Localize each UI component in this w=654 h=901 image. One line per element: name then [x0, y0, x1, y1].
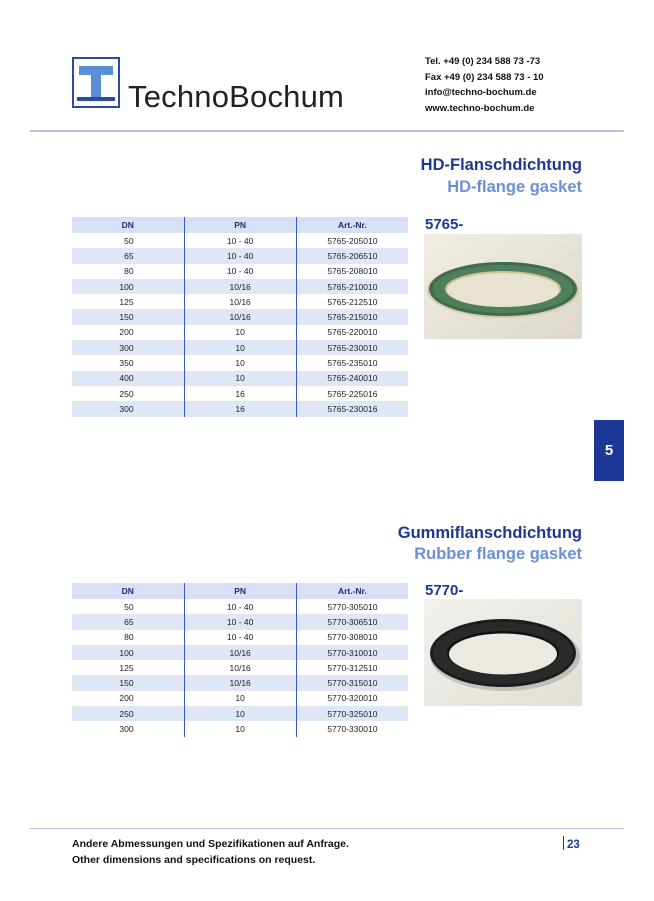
- column-header-pn: PN: [184, 583, 296, 599]
- cell-dn: 50: [124, 601, 134, 612]
- cell-dn: 100: [72, 645, 184, 660]
- cell-dn: 80: [124, 266, 134, 277]
- cell-pn: 10/16: [184, 675, 296, 690]
- cell-pn: 10: [184, 691, 296, 706]
- cell-dn: 50: [124, 235, 134, 246]
- cell-pn: 10: [184, 721, 296, 736]
- footer-note: [72, 836, 349, 868]
- table-row: [72, 706, 408, 721]
- cell-pn: 10/16: [184, 660, 296, 675]
- table-row: [72, 386, 408, 401]
- cell-pn: 10: [184, 340, 296, 355]
- cell-pn: 10: [184, 325, 296, 340]
- product-1-article-prefix: 5765-: [425, 216, 464, 233]
- contact-email[interactable]: info@techno-bochum.de: [425, 87, 537, 98]
- cell-article: 5770-330010: [296, 721, 408, 736]
- column-header-dn: DN: [72, 217, 184, 233]
- cell-pn: 10 - 40: [184, 614, 296, 629]
- cell-article: 5765-235010: [296, 355, 408, 370]
- cell-pn: 10/16: [184, 645, 296, 660]
- table-row: [72, 721, 408, 736]
- column-header-dn: DN: [72, 583, 184, 599]
- cell-article: 5770-310010: [296, 645, 408, 660]
- table-row: [72, 599, 408, 614]
- cell-pn: 16: [184, 401, 296, 416]
- cell-dn: 150: [72, 675, 184, 690]
- table-row: [72, 645, 408, 660]
- product-2-spec-table: [72, 583, 408, 737]
- contact-web[interactable]: www.techno-bochum.de: [425, 102, 535, 114]
- cell-article: 5770-315010: [296, 675, 408, 690]
- contact-tel: Tel. +49 (0) 234 588 73 -73: [425, 56, 541, 67]
- cell-dn: 100: [72, 279, 184, 294]
- cell-article: 5770-320010: [296, 691, 408, 706]
- cell-dn: 300: [72, 340, 184, 355]
- table-row: [72, 233, 408, 248]
- cell-article: 5770-325010: [296, 706, 408, 721]
- column-header-article: Art.-Nr.: [296, 217, 408, 233]
- product-1-title-en: HD-flange gasket: [447, 178, 582, 196]
- cell-pn: 10/16: [184, 294, 296, 309]
- table-row: [72, 325, 408, 340]
- rubber-flange-gasket-photo: [424, 599, 582, 706]
- footer-note-de: Andere Abmessungen und Spezifikationen auf Anfrage.: [72, 838, 349, 850]
- cell-article: 5765-220010: [296, 325, 408, 340]
- product-1-table-body: [72, 233, 408, 417]
- table-row: [72, 355, 408, 370]
- product-2-table-body: [72, 599, 408, 737]
- logo-t-bar: [79, 66, 113, 75]
- cell-dn: 125: [119, 662, 134, 673]
- cell-pn: 10/16: [184, 309, 296, 324]
- cell-pn: 10 - 40: [184, 248, 296, 263]
- cell-article: 5770-306510: [296, 614, 408, 629]
- cell-dn: 200: [119, 693, 134, 704]
- table-row: [72, 675, 408, 690]
- product-2-title-de: Gummiflanschdichtung: [397, 524, 582, 542]
- page-number-value: 23: [567, 839, 580, 851]
- cell-dn: 200: [119, 327, 134, 338]
- section-tab[interactable]: 5: [594, 420, 624, 481]
- cell-dn: 250: [72, 706, 184, 721]
- cell-article: 5765-212510: [296, 294, 408, 309]
- cell-pn: 10 - 40: [184, 599, 296, 614]
- cell-dn: 400: [72, 371, 184, 386]
- logo-t-base: [77, 97, 115, 101]
- cell-article: 5765-215010: [296, 309, 408, 324]
- cell-pn: 10: [184, 706, 296, 721]
- cell-article: 5770-312510: [296, 660, 408, 675]
- cell-dn: 125: [119, 296, 134, 307]
- cell-article: 5770-305010: [296, 599, 408, 614]
- cell-dn: 150: [72, 309, 184, 324]
- cell-pn: 10 - 40: [184, 233, 296, 248]
- cell-article: 5765-208010: [296, 264, 408, 279]
- cell-dn: 300: [72, 401, 184, 416]
- cell-pn: 10: [184, 371, 296, 386]
- cell-pn: 10: [184, 355, 296, 370]
- table-row: [72, 660, 408, 675]
- cell-dn: 300: [119, 724, 134, 735]
- product-2-article-prefix: 5770-: [425, 582, 464, 599]
- product-2-title-en: Rubber flange gasket: [414, 545, 582, 563]
- cell-article: 5770-308010: [296, 630, 408, 645]
- header-divider: [30, 130, 624, 132]
- table-row: [72, 340, 408, 355]
- cell-article: 5765-210010: [296, 279, 408, 294]
- cell-dn: 65: [72, 248, 184, 263]
- footer-divider: [30, 828, 624, 829]
- cell-dn: 250: [119, 388, 134, 399]
- table-header-row: [72, 217, 408, 233]
- cell-pn: 16: [184, 386, 296, 401]
- cell-pn: 10 - 40: [184, 264, 296, 279]
- hd-flange-gasket-photo: [424, 234, 582, 339]
- table-row: [72, 630, 408, 645]
- logo-t-stem: [91, 75, 101, 97]
- table-row: [72, 264, 408, 279]
- table-header-row: [72, 583, 408, 599]
- contact-fax: Fax +49 (0) 234 588 73 - 10: [425, 71, 544, 83]
- cell-article: 5765-206510: [296, 248, 408, 263]
- company-logo: [72, 57, 120, 108]
- cell-dn: 350: [119, 358, 134, 369]
- cell-dn: 65: [72, 614, 184, 629]
- product-1-spec-table: [72, 217, 408, 417]
- contact-block: [425, 54, 544, 116]
- cell-pn: 10/16: [184, 279, 296, 294]
- cell-pn: 10 - 40: [184, 630, 296, 645]
- cell-article: 5765-240010: [296, 371, 408, 386]
- page-number-bar: [563, 836, 564, 850]
- product-1-title-de: HD-Flanschdichtung: [420, 156, 582, 174]
- table-row: [72, 691, 408, 706]
- table-row: [72, 614, 408, 629]
- cell-article: 5765-230016: [296, 401, 408, 416]
- table-row: [72, 279, 408, 294]
- cell-article: 5765-205010: [296, 233, 408, 248]
- column-header-article: Art.-Nr.: [296, 583, 408, 599]
- table-row: [72, 371, 408, 386]
- page-number: [563, 836, 580, 851]
- table-row: [72, 309, 408, 324]
- cell-article: 5765-230010: [296, 340, 408, 355]
- table-row: [72, 401, 408, 416]
- table-row: [72, 294, 408, 309]
- table-row: [72, 248, 408, 263]
- column-header-pn: PN: [184, 217, 296, 233]
- cell-article: 5765-225016: [296, 386, 408, 401]
- brand-name: TechnoBochum: [128, 79, 345, 114]
- footer-note-en: Other dimensions and specifications on request.: [72, 854, 316, 866]
- cell-dn: 80: [124, 632, 134, 643]
